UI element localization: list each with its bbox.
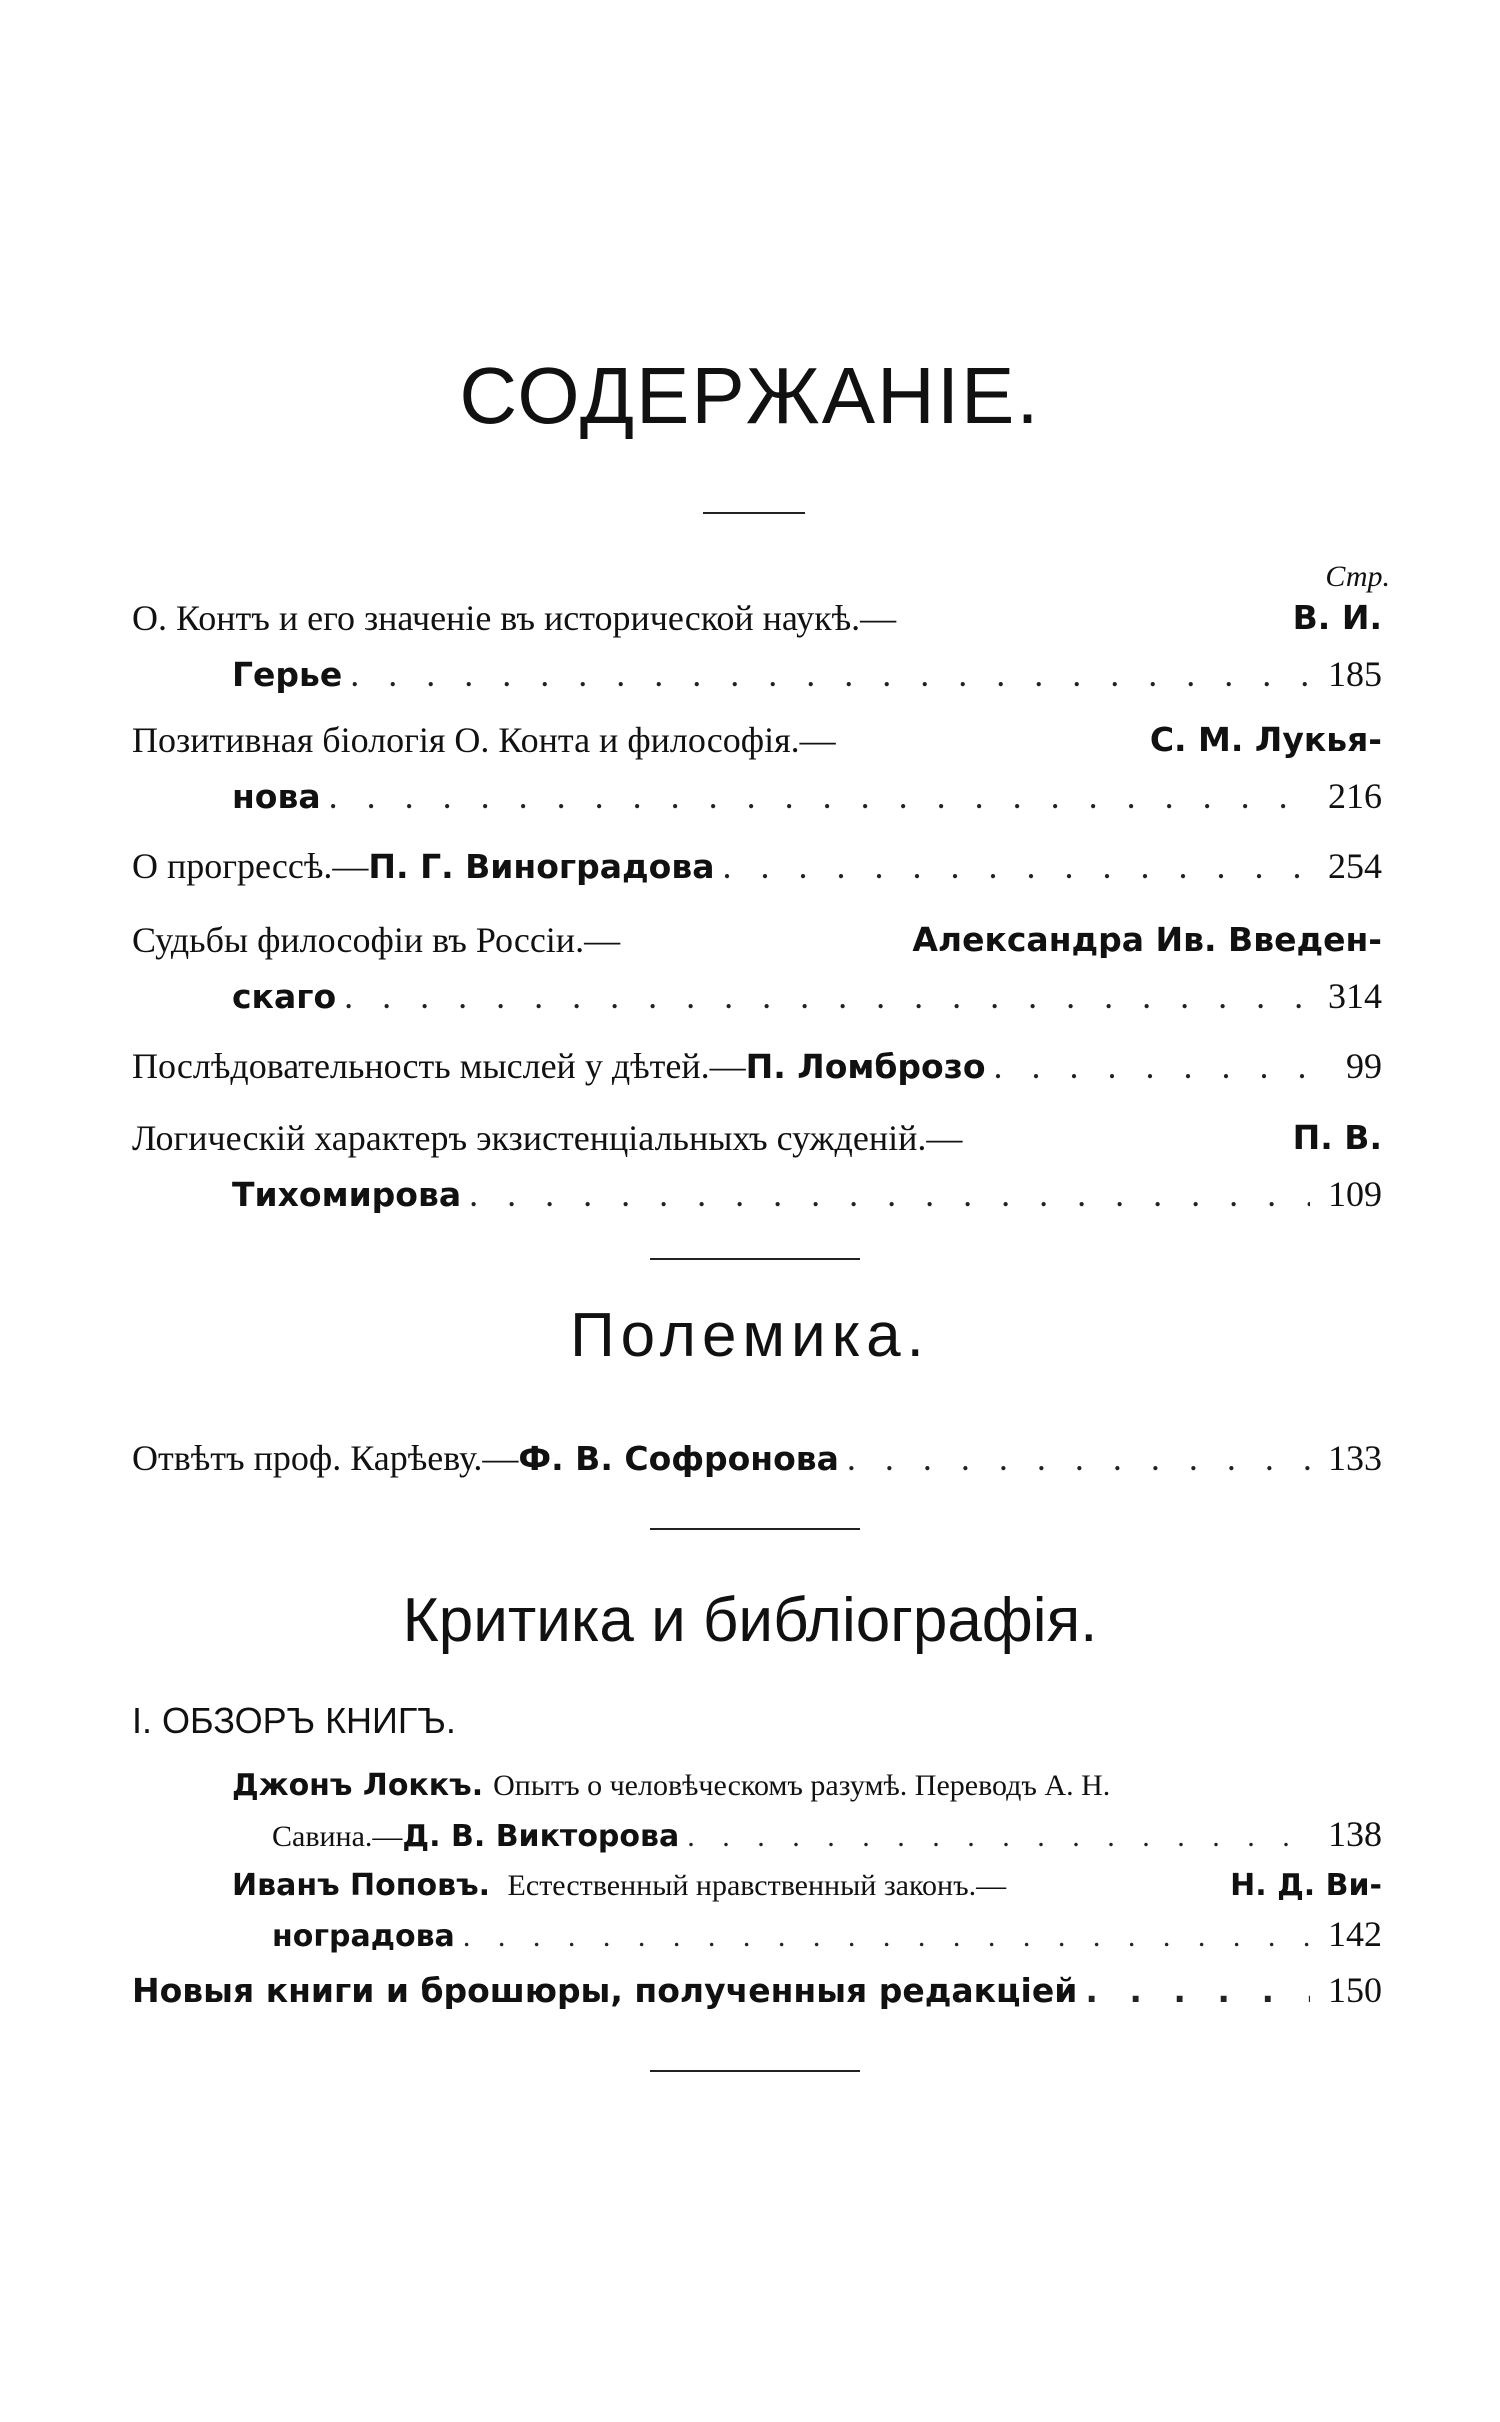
book-title: Естественный нравственный законъ.— <box>507 1869 1007 1902</box>
contents-entry <box>132 712 1382 825</box>
book-title: Опытъ о человѣческомъ разумѣ. Переводъ А. Н. <box>493 1769 1111 1802</box>
section-divider <box>650 1258 860 1260</box>
entry-title: Логическій характеръ экзистенціальныхъ сужденій.— <box>132 1118 963 1158</box>
entry-title: Послѣдовательность мыслей у дѣтей.— <box>132 1046 746 1086</box>
entry-author-cont: Тихомирова <box>232 1175 462 1214</box>
contents-entry <box>132 590 1382 703</box>
entry-author: П. Г. Виноградова <box>368 847 715 886</box>
reviewer: Н. Д. Ви- <box>1230 1868 1382 1903</box>
entry-title: Новыя книги и брошюры, полученныя редакціей <box>132 1971 1078 2010</box>
polemics-heading: Полемика. <box>570 1301 930 1370</box>
contents-entry <box>132 1962 1382 2019</box>
dot-leader <box>344 968 1310 1024</box>
contents-entry <box>132 912 1382 1025</box>
entry-title: О. Контъ и его значеніе въ исторической наукѣ.— <box>132 598 897 638</box>
section-divider <box>650 1528 860 1530</box>
dot-leader <box>469 1166 1310 1222</box>
page-title: СОДЕРЖАНІЕ. <box>459 351 1041 440</box>
dot-leader <box>1085 1963 1310 2019</box>
reviewer-cont: ноградова <box>272 1919 455 1954</box>
entry-author: Ф. В. Софронова <box>518 1439 839 1478</box>
entry-page: 314 <box>1328 976 1382 1016</box>
dot-leader <box>847 1430 1310 1486</box>
book-author: Иванъ Поповъ. <box>232 1868 491 1903</box>
dot-leader <box>722 838 1310 894</box>
dot-leader <box>463 1913 1310 1961</box>
entry-title: Отвѣтъ проф. Карѣеву.— <box>132 1438 519 1478</box>
reviewer: Д. В. Викторова <box>402 1819 680 1854</box>
dot-leader <box>329 768 1310 824</box>
entry-page: 254 <box>1328 846 1382 886</box>
entry-page: 142 <box>1328 1914 1382 1954</box>
contents-entry <box>132 1430 1382 1487</box>
dot-leader <box>994 1038 1310 1094</box>
entry-page: 133 <box>1328 1438 1382 1478</box>
contents-entry <box>132 1038 1382 1095</box>
entry-author: Александра Ив. Введен- <box>912 920 1382 959</box>
entry-author: В. И. <box>1292 598 1382 637</box>
book-author: Джонъ Локкъ. <box>232 1768 484 1803</box>
page-column-label: Стр. <box>1325 560 1390 593</box>
entry-page: 99 <box>1346 1046 1382 1086</box>
criticism-heading: Критика и библіографія. <box>402 1586 1098 1655</box>
entry-author-cont: скаго <box>232 977 337 1016</box>
review-entry <box>232 1762 1382 1861</box>
entry-author: С. М. Лукья- <box>1149 720 1382 759</box>
contents-entry <box>132 838 1382 895</box>
entry-page: 138 <box>1328 1814 1382 1854</box>
entry-page: 109 <box>1328 1174 1382 1214</box>
dot-leader <box>687 1813 1310 1861</box>
contents-entry <box>132 1110 1382 1223</box>
book-title-cont: Савина.— <box>272 1820 403 1853</box>
entry-page: 185 <box>1328 654 1382 694</box>
books-subheading: I. ОБЗОРЪ КНИГЪ. <box>132 1700 456 1741</box>
end-divider <box>650 2070 860 2072</box>
entry-page: 150 <box>1328 1970 1382 2010</box>
dot-leader <box>350 646 1310 702</box>
entry-title: О прогрессѣ.— <box>132 846 369 886</box>
review-entry <box>232 1862 1382 1961</box>
entry-title: Судьбы философіи въ Россіи.— <box>132 920 621 960</box>
entry-page: 216 <box>1328 776 1382 816</box>
entry-author: П. В. <box>1292 1118 1382 1157</box>
title-divider <box>703 512 805 514</box>
entry-author-cont: Герье <box>232 655 343 694</box>
entry-title: Позитивная біологія О. Конта и философія.— <box>132 720 836 760</box>
entry-author-cont: нова <box>232 777 321 816</box>
entry-author: П. Ломброзо <box>745 1047 986 1086</box>
